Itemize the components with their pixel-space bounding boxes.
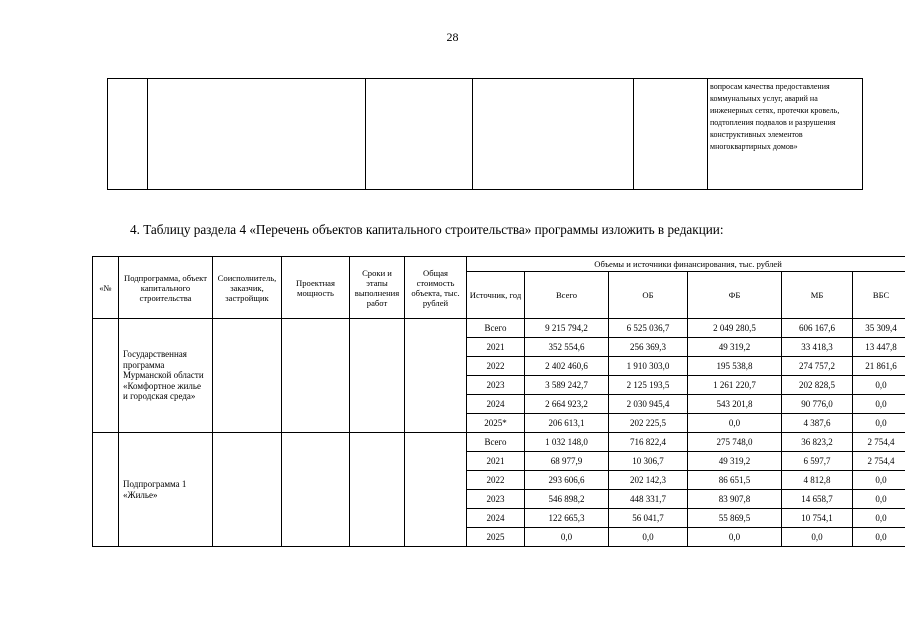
fb-cell: 86 651,5 [688, 471, 782, 490]
mb-cell: 33 418,3 [782, 338, 853, 357]
header-no: «№ [93, 257, 119, 319]
year-cell: 2025 [467, 528, 525, 547]
fb-cell: 1 261 220,7 [688, 376, 782, 395]
mb-cell: 6 597,7 [782, 452, 853, 471]
table-cell [634, 79, 708, 190]
total-cell: 2 664 923,2 [525, 395, 609, 414]
mb-cell: 4 387,6 [782, 414, 853, 433]
fb-cell: 83 907,8 [688, 490, 782, 509]
page-number: 28 [446, 30, 459, 44]
fb-cell: 55 869,5 [688, 509, 782, 528]
vbs-cell: 0,0 [853, 509, 905, 528]
header-executor: Соисполнитель, заказчик, застройщик [213, 257, 282, 319]
mb-cell: 36 823,2 [782, 433, 853, 452]
year-cell: 2024 [467, 395, 525, 414]
header-total: Всего [525, 272, 609, 319]
fb-cell: 275 748,0 [688, 433, 782, 452]
table-cell [148, 79, 366, 190]
total-cell: 122 665,3 [525, 509, 609, 528]
year-cell: 2021 [467, 452, 525, 471]
ob-cell: 716 822,4 [609, 433, 688, 452]
fb-cell: 49 319,2 [688, 338, 782, 357]
header-row [93, 257, 905, 272]
total-cell: 2 402 460,6 [525, 357, 609, 376]
mb-cell: 606 167,6 [782, 319, 853, 338]
vbs-cell: 2 754,4 [853, 433, 905, 452]
vbs-cell: 0,0 [853, 376, 905, 395]
ob-cell: 2 030 945,4 [609, 395, 688, 414]
year-cell: 2022 [467, 471, 525, 490]
mb-cell: 10 754,1 [782, 509, 853, 528]
notes-cell: вопросам качества предоставления коммунальных услуг, аварий на инженерных сетях, протечки кровель, подтопления подвалов и разрушения конструктивных элементов многоквартирных домов» [708, 79, 863, 190]
fb-cell: 543 201,8 [688, 395, 782, 414]
ob-cell: 56 041,7 [609, 509, 688, 528]
ob-cell: 2 125 193,5 [609, 376, 688, 395]
continued-table [107, 78, 863, 190]
executor-cell [213, 319, 282, 433]
vbs-cell: 0,0 [853, 395, 905, 414]
header-vbs: ВБС [853, 272, 905, 319]
fb-cell: 0,0 [688, 528, 782, 547]
mb-cell: 274 757,2 [782, 357, 853, 376]
year-cell: 2024 [467, 509, 525, 528]
table-cell [108, 79, 148, 190]
year-cell: 2023 [467, 490, 525, 509]
total-cell: 206 613,1 [525, 414, 609, 433]
fb-cell: 2 049 280,5 [688, 319, 782, 338]
ob-cell: 1 910 303,0 [609, 357, 688, 376]
vbs-cell: 0,0 [853, 471, 905, 490]
capacity-cell [282, 433, 350, 547]
total-cell: 68 977,9 [525, 452, 609, 471]
total-cell: 293 606,6 [525, 471, 609, 490]
fb-cell: 49 319,2 [688, 452, 782, 471]
ob-cell: 256 369,3 [609, 338, 688, 357]
program-name: Государственная программа Мурманской области «Комфортное жилье и городская среда» [119, 319, 213, 433]
capital-construction-table [92, 256, 905, 547]
mb-cell: 202 828,5 [782, 376, 853, 395]
table-row [108, 79, 863, 190]
vbs-cell: 13 447,8 [853, 338, 905, 357]
year-cell: Всего [467, 433, 525, 452]
total-cell: 0,0 [525, 528, 609, 547]
fb-cell: 195 538,8 [688, 357, 782, 376]
program-name: Подпрограмма 1 «Жилье» [119, 433, 213, 547]
capacity-cell [282, 319, 350, 433]
table-cell [366, 79, 473, 190]
terms-cell [350, 319, 405, 433]
fb-cell: 0,0 [688, 414, 782, 433]
header-source: Источник, год [467, 272, 525, 319]
ob-cell: 202 142,3 [609, 471, 688, 490]
year-cell: 2025* [467, 414, 525, 433]
vbs-cell: 0,0 [853, 528, 905, 547]
total-cell: 3 589 242,7 [525, 376, 609, 395]
mb-cell: 14 658,7 [782, 490, 853, 509]
cost-cell [405, 433, 467, 547]
ob-cell: 6 525 036,7 [609, 319, 688, 338]
mb-cell: 90 776,0 [782, 395, 853, 414]
total-cell: 9 215 794,2 [525, 319, 609, 338]
vbs-cell: 0,0 [853, 414, 905, 433]
header-mb: МБ [782, 272, 853, 319]
year-cell: Всего [467, 319, 525, 338]
vbs-cell: 21 861,6 [853, 357, 905, 376]
ob-cell: 10 306,7 [609, 452, 688, 471]
header-subprogram: Подпрограмма, объект капитального строительства [119, 257, 213, 319]
header-terms: Сроки и этапы выполнения работ [350, 257, 405, 319]
header-fb: ФБ [688, 272, 782, 319]
cost-cell [405, 319, 467, 433]
table-cell [473, 79, 634, 190]
table-row [93, 433, 905, 452]
terms-cell [350, 433, 405, 547]
header-ob: ОБ [609, 272, 688, 319]
mb-cell: 4 812,8 [782, 471, 853, 490]
vbs-cell: 2 754,4 [853, 452, 905, 471]
ob-cell: 0,0 [609, 528, 688, 547]
year-cell: 2022 [467, 357, 525, 376]
total-cell: 546 898,2 [525, 490, 609, 509]
year-cell: 2023 [467, 376, 525, 395]
header-capacity: Проектная мощность [282, 257, 350, 319]
vbs-cell: 0,0 [853, 490, 905, 509]
ob-cell: 448 331,7 [609, 490, 688, 509]
year-cell: 2021 [467, 338, 525, 357]
table-row [93, 319, 905, 338]
ob-cell: 202 225,5 [609, 414, 688, 433]
no-cell [93, 319, 119, 433]
section-heading: 4. Таблицу раздела 4 «Перечень объектов капитального строительства» программы изложить в редакции: [130, 222, 724, 237]
no-cell [93, 433, 119, 547]
executor-cell [213, 433, 282, 547]
mb-cell: 0,0 [782, 528, 853, 547]
total-cell: 352 554,6 [525, 338, 609, 357]
total-cell: 1 032 148,0 [525, 433, 609, 452]
header-total-cost: Общая стоимость объекта, тыс. рублей [405, 257, 467, 319]
header-financing: Объемы и источники финансирования, тыс. рублей [467, 257, 905, 272]
vbs-cell: 35 309,4 [853, 319, 905, 338]
